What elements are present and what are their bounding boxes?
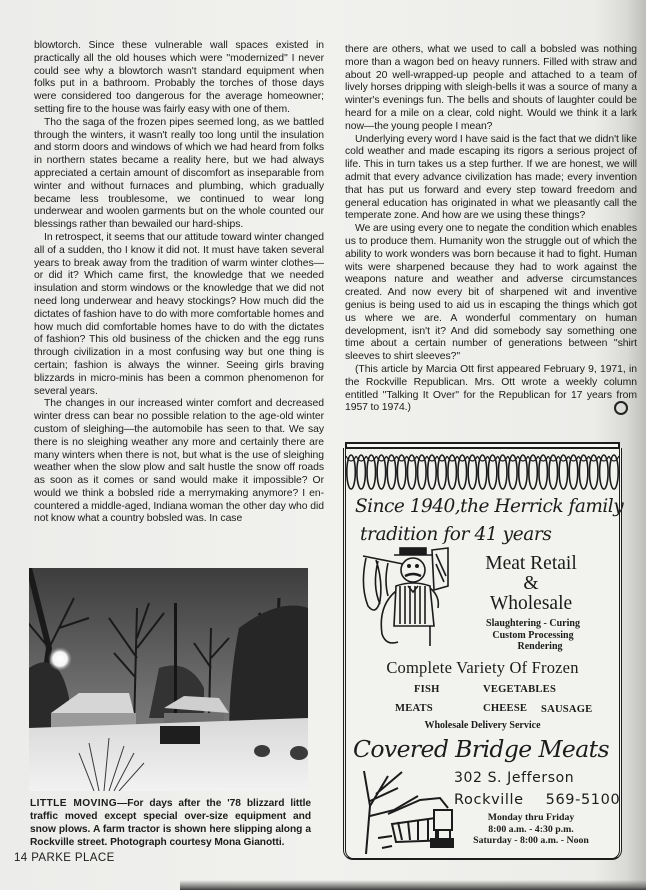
ad-retail-line1: Meat Retail [485,553,577,574]
photo-illustration [29,568,308,791]
article-paragraph: (This article by Marcia Ott first appeared February 9, 1971, in the Rockville Republican. Mrs. Ott wrote a weekly column entitled ''Talking It Over'' for the Republican for 17 years from 1957 to 1974.) [345,363,637,414]
ad-item-cheese: CHEESE [483,703,528,714]
ad-city: Rockville [454,792,524,808]
butcher-illustration-icon [358,546,458,654]
ad-item-meats: MEATS [395,703,433,714]
ad-service: Rendering [517,641,563,652]
ad-hours-line: Saturday - 8:00 a.m. - Noon [473,835,589,846]
article-paragraph: Underlying every word I have said is the fact that we didn't like cold weather and made escaping its rigors a serious project of life. This in turn takes us a step further. If we are honest, we will admit that every advance civilization has made; every invention that has put us forward and every step toward freedom and general education has originated in what we pleasantly call the temperate zone. And how are we using these things? [345,133,637,222]
ad-service: Slaughtering - Curing [486,618,580,629]
covered-bridge-meats-ad [343,448,622,860]
ad-services-list [458,618,608,653]
article-paragraph: We are using every one to negate the condition which enables us to produce them. Humanity won the struggle out of which the ability to work wonders was born because it had to fight. Human wits were sharpened because they had to work against the weapons nature and weather and adverse circumstances created. And now every bit of sharpened wit and inventive genius is being used to aid us in escaping the things which got us where we are. A wonderful commentary on human development, isn't it? And did somebody say something one time about a certain number of generations between ''shirt sleeves to shirt sleeves?'' [345,223,637,363]
page-folio [14,852,115,864]
caption-text: —For days after the '78 blizzard little traffic moved except special over-size equipment and snow plows. A farm tractor is shown here slipping along a Rockville street. Photograph courtesy Mona Gianotti. [30,798,311,848]
ad-retail-heading [466,554,596,614]
article-paragraph: The changes in our increased winter comfort and decreased winter dress can bear no possible relation to the age-old winter custom of sleighing—the automobile has seen to that. We say there is no sleighing weather any more and certainly there are many winters when there is not, but what is the use of sleighing weather when the slow plow and salt hustle the snow off roads as soon as it comes or sand would make it impossible? Or would we think a bobsled ride a merrymaking anymore? I en-countered a middle-aged, Indiana woman the other day who did not know what a country bobsled was. In case [34,398,324,525]
ad-frozen-heading: Complete Variety Of Frozen [386,658,579,677]
photo-caption [30,797,311,849]
page-number: 14 [14,852,28,864]
ad-hours-line: 8:00 a.m. - 4:30 p.m. [488,823,574,835]
ad-address: 302 S. Jefferson [454,770,575,786]
ad-delivery-service: Wholesale Delivery Service [424,720,541,731]
page-bottom-edge-shadow [180,880,646,890]
ad-service: Custom Processing [492,629,574,641]
blizzard-street-photo [29,568,308,791]
caption-lead: LITTLE MOVING [30,798,118,809]
ad-since-line: Since 1940,the Herrick family [355,496,624,517]
ad-item-vegetables: VEGETABLES [483,684,557,695]
ad-retail-amp: & [523,573,539,594]
article-end-mark [614,401,628,415]
ad-item-fish: FISH [414,684,440,695]
ad-scallop-border [346,450,619,492]
ad-business-name: Covered Bridge Meats [353,735,609,763]
ad-hours [456,812,606,847]
ad-hours-line: Monday thru Friday [487,812,575,823]
publication-name: PARKE PLACE [31,852,115,864]
article-paragraph: Tho the saga of the frozen pipes seemed long, as we battled through the winters, it wasn't really too long until the insulation and storm doors and windows of which we had heard from folks in northern states became a reality here, but we had always appreciated a certain amount of discomfort as inseparable from winter and without furnaces and plumbing, which gradually became less troublesome, we continued to wear long underwear and woolen garments but on the whole counted our blessings rather than bewailed our hard-ships. [34,116,324,231]
ad-retail-line2: Wholesale [489,593,573,614]
ad-tradition-line: tradition for 41 years [360,524,552,545]
ad-top-rail [345,442,620,449]
ad-item-sausage: SAUSAGE [541,704,593,715]
article-paragraph: there are others, what we used to call a bobsled was nothing more than a wagon bed on heavy runners. Filled with straw and about 20 well-wrapped-up people and attached to a team of lively horses dripping with sleigh-bells it was a source of many a winter's evenings fun. The bells and shouts of laughter could be heard for a mile on a clear, cold night. Would we think it a lark now—the young people I mean? [345,44,637,132]
ad-city-phone [454,792,620,808]
ad-phone: 569-5100 [545,792,621,808]
covered-bridge-tree-icon [358,766,468,854]
article-left-column [34,40,324,526]
article-paragraph: blowtorch. Since these vulnerable wall spaces existed in practically all the old houses which were ''modernized'' I never could see why a blowtorch wasn't standard equipment when folks put in a bathroom. Probably the torches of those days were considered too dangerous for the average homeowner; setting fire to the house was fairly easy with one of them. [34,40,324,115]
article-paragraph: In retrospect, it seems that our attitude toward winter changed all of a sudden, tho I know it did not. It must have taken several years to break away from the tradition of warm winter clothes—or did it? Which came first, the knowledge that we needed insulation and storm windows or the knowledge that we did not need long underwear and heavy stockings? How much did the dictates of fashion have to do with more comfortable homes and how much did comfortable homes have to do with the dictates of fashion? This old business of the chicken and the egg runs through civilization in a most confusing way but one thing is certain; fashion is always the winner. Seeing girls braving blizzards in micro-minis has been a common phenomenon for several years. [34,231,324,397]
photo-tractor [160,726,200,744]
article-right-column [345,44,637,415]
photo-street-lamp [48,647,72,671]
